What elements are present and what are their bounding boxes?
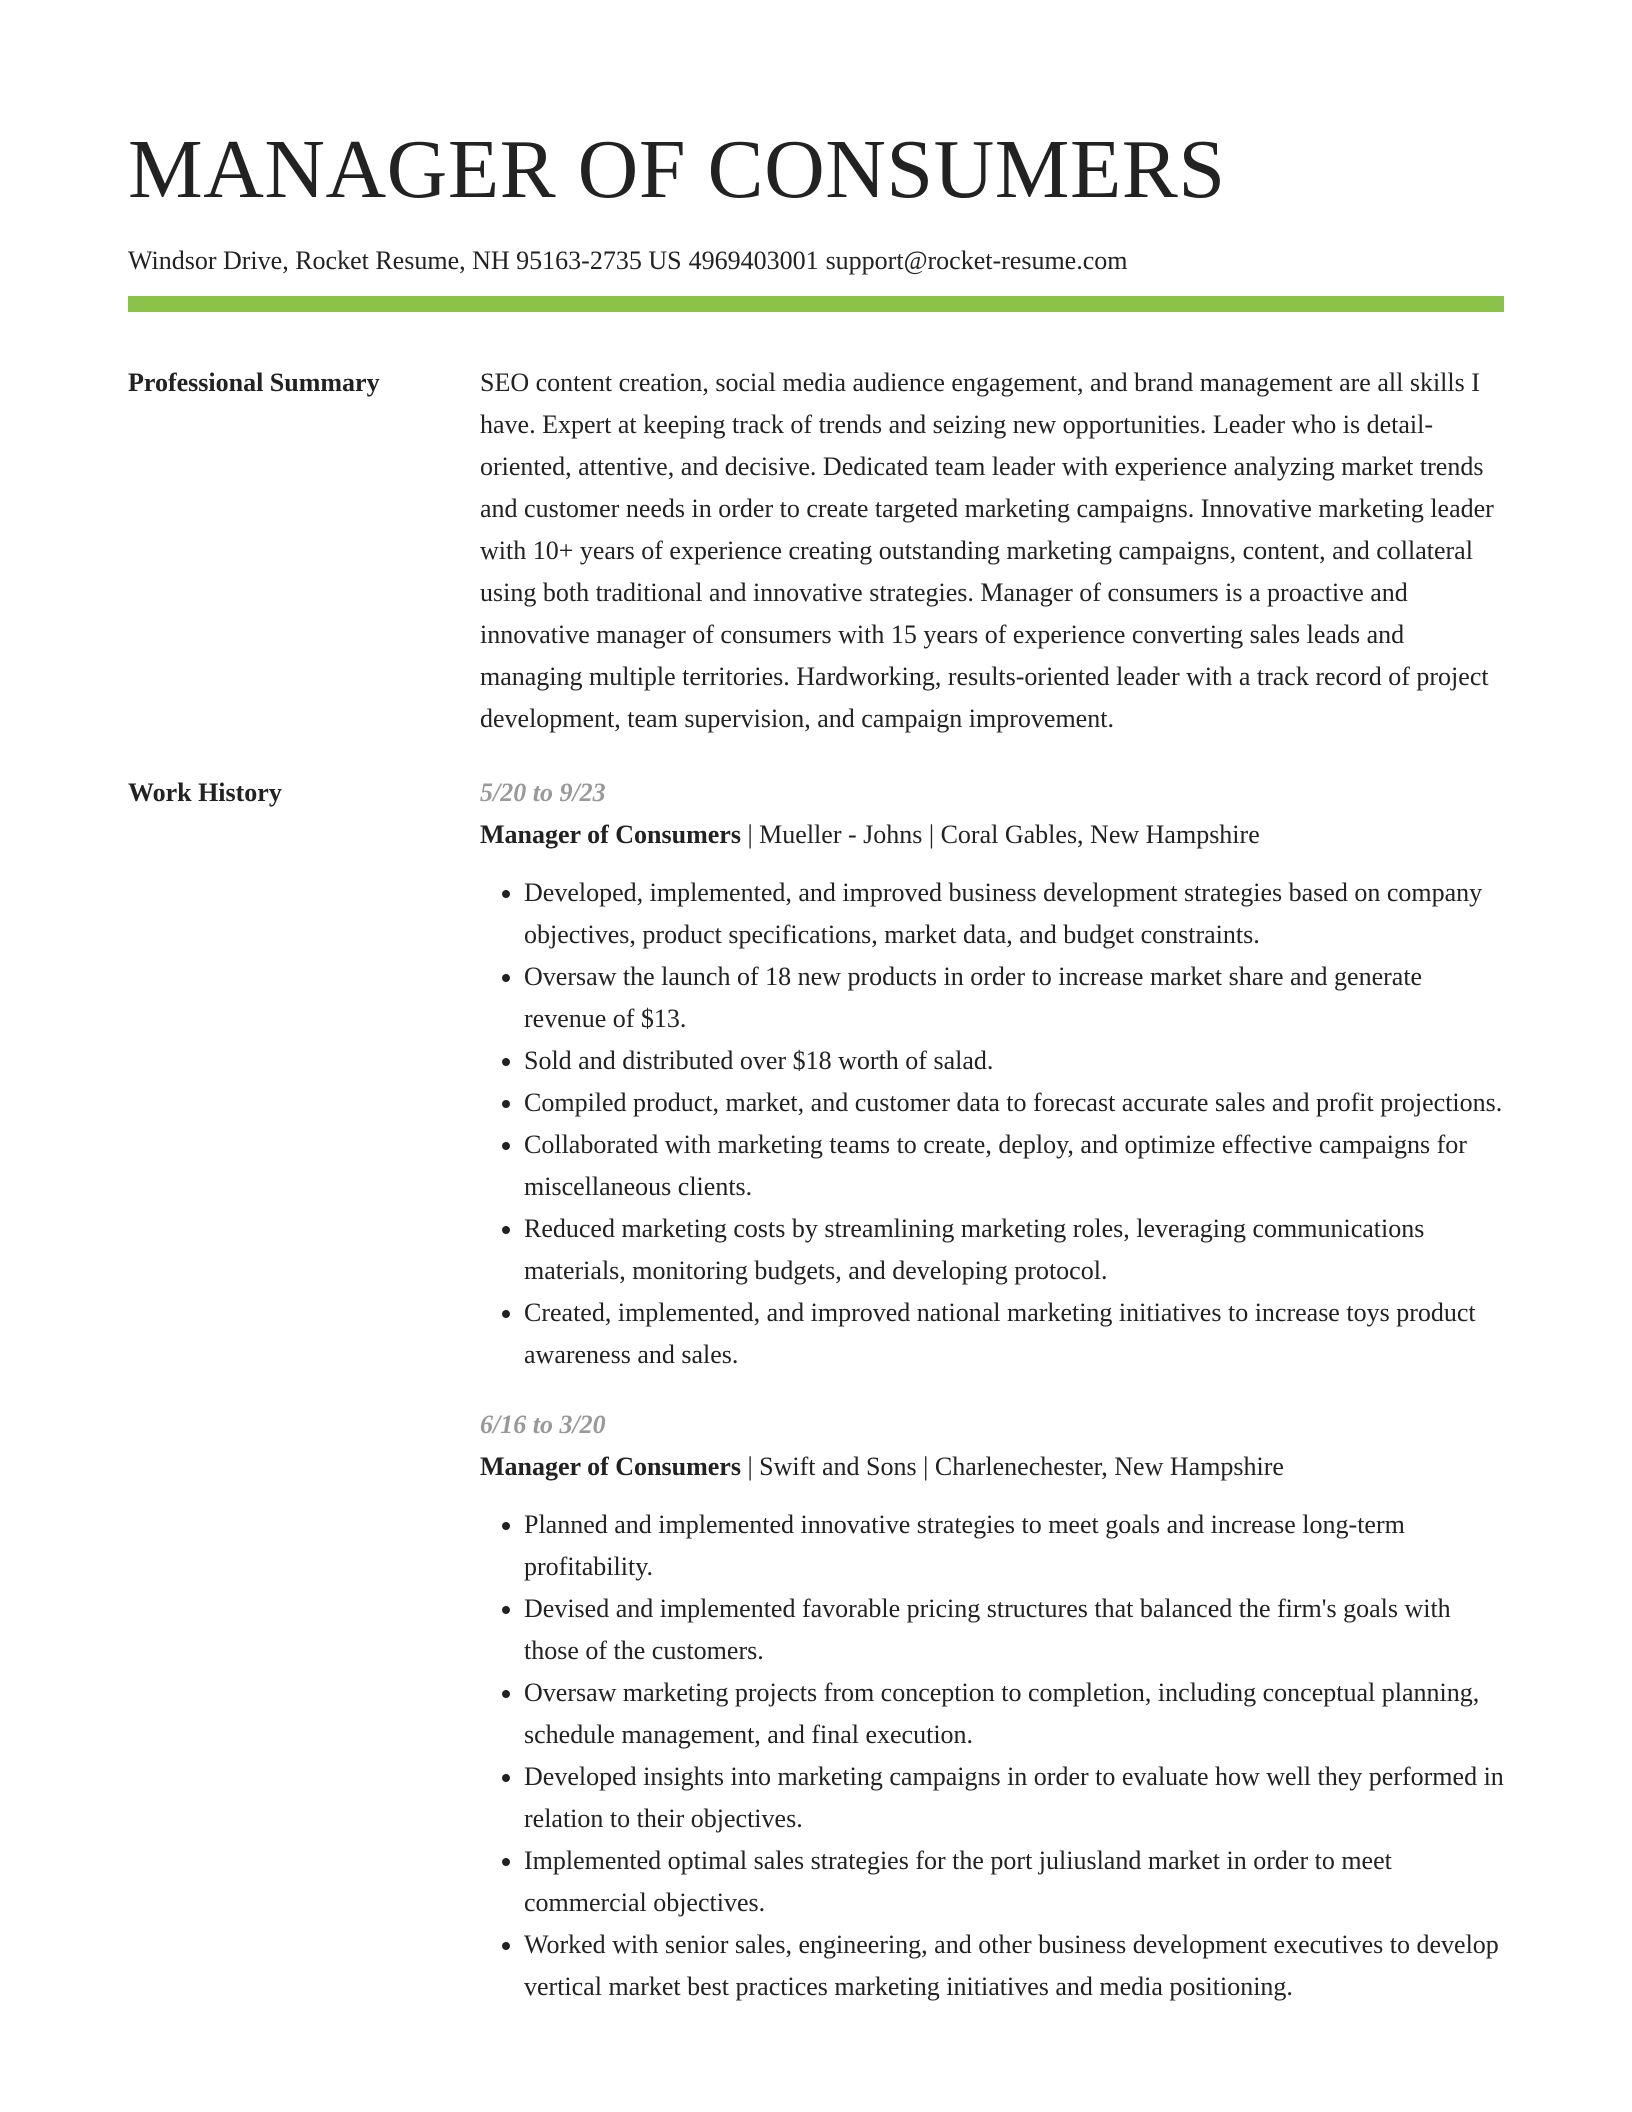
job-location: Coral Gables, New Hampshire: [940, 820, 1260, 849]
duty-item: • Sold and distributed over $18 worth of salad.: [524, 1040, 1504, 1082]
resume-title: MANAGER OF CONSUMERS: [128, 123, 1226, 216]
contact-address: Windsor Drive, Rocket Resume, NH 95163-2735 US: [128, 246, 682, 275]
duty-item: • Reduced marketing costs by streamlining marketing roles, leveraging communications materials, monitoring budgets, and developing protocol.: [524, 1208, 1504, 1292]
job-location: Charlenechester, New Hampshire: [934, 1452, 1284, 1481]
job-duties: [480, 1504, 1504, 2008]
summary-text: SEO content creation, social media audience engagement, and brand management are all skills I have. Expert at keeping track of trends and seizing new opportunities. Leader who is detail-oriented, attentive, and decisive. Dedicated team leader with experience analyzing market trends and customer needs in order to create targeted marketing campaigns. Innovative marketing leader with 10+ years of experience creating outstanding marketing campaigns, content, and collateral using both traditional and innovative strategies. Manager of consumers is a proactive and innovative manager of consumers with 15 years of experience converting sales leads and managing multiple territories. Hardworking, results-oriented leader with a track record of project development, team supervision, and campaign improvement.: [480, 368, 1494, 733]
duty-item: • Oversaw the launch of 18 new products in order to increase market share and generate revenue of $13.: [524, 956, 1504, 1040]
job-heading: Manager of Consumers | Swift and Sons | Charlenechester, New Hampshire: [480, 1452, 1284, 1481]
duty-item: • Planned and implemented innovative strategies to meet goals and increase long-term profitability.: [524, 1504, 1504, 1588]
duty-item: • Worked with senior sales, engineering, and other business development executives to develop vertical market best practices marketing initiatives and media positioning.: [524, 1924, 1504, 2008]
job-dates: 5/20 to 9/23: [480, 778, 606, 807]
duty-item: • Created, implemented, and improved national marketing initiatives to increase toys product awareness and sales.: [524, 1292, 1504, 1376]
duty-item: • Oversaw marketing projects from conception to completion, including conceptual planning, schedule management, and final execution.: [524, 1672, 1504, 1756]
job-title: Manager of Consumers: [480, 820, 741, 849]
duty-item: • Developed insights into marketing campaigns in order to evaluate how well they performed in relation to their objectives.: [524, 1756, 1504, 1840]
section-label-work-history: Work History: [128, 778, 282, 807]
job-dates: 6/16 to 3/20: [480, 1410, 606, 1439]
job-title: Manager of Consumers: [480, 1452, 741, 1481]
job-entry: [480, 772, 1504, 1376]
duty-item: • Collaborated with marketing teams to create, deploy, and optimize effective campaigns for miscellaneous clients.: [524, 1124, 1504, 1208]
accent-divider: [128, 296, 1504, 312]
job-company: Mueller - Johns: [759, 820, 923, 849]
contact-email: support@rocket-resume.com: [825, 246, 1128, 275]
job-duties: [480, 872, 1504, 1376]
work-history-list: [480, 772, 1504, 2008]
contact-phone: 4969403001: [688, 246, 819, 275]
section-label-summary: Professional Summary: [128, 368, 380, 397]
resume-page: [128, 0, 1504, 2008]
duty-item: • Implemented optimal sales strategies for the port juliusland market in order to meet commercial objectives.: [524, 1840, 1504, 1924]
work-history-section: [128, 772, 1504, 2008]
job-entry: [480, 1404, 1504, 2008]
duty-item: • Developed, implemented, and improved business development strategies based on company objectives, product specifications, market data, and budget constraints.: [524, 872, 1504, 956]
contact-line: [128, 246, 1504, 276]
job-company: Swift and Sons: [759, 1452, 917, 1481]
job-heading: Manager of Consumers | Mueller - Johns | Coral Gables, New Hampshire: [480, 820, 1260, 849]
professional-summary-section: [128, 362, 1504, 740]
duty-item: • Devised and implemented favorable pricing structures that balanced the firm's goals with those of the customers.: [524, 1588, 1504, 1672]
duty-item: • Compiled product, market, and customer data to forecast accurate sales and profit projections.: [524, 1082, 1504, 1124]
